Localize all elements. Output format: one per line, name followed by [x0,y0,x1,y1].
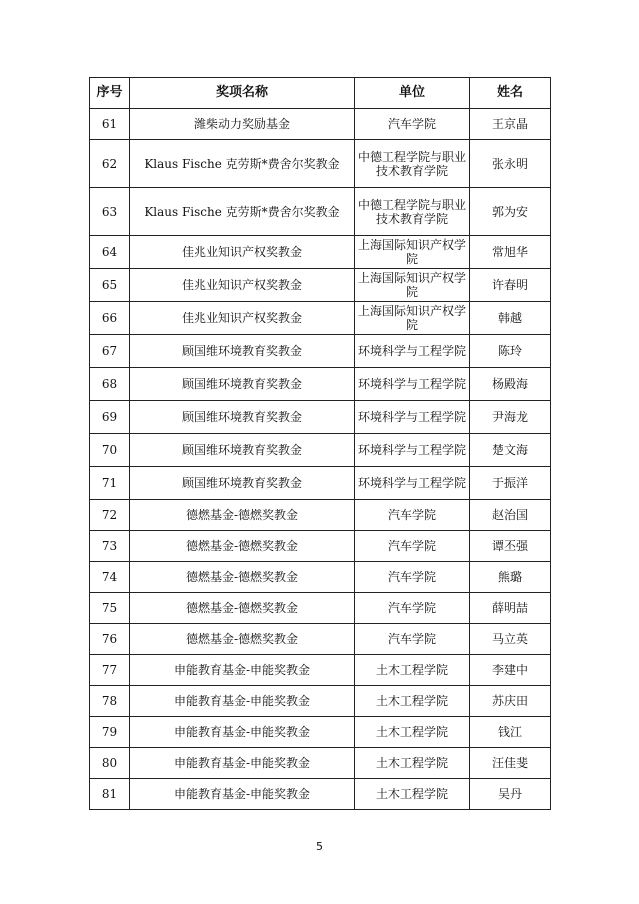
row-unit: 汽车学院 [355,109,470,140]
row-unit: 中德工程学院与职业技术教育学院 [355,188,470,236]
table-row [90,335,551,368]
row-unit: 汽车学院 [355,624,470,655]
row-unit: 环境科学与工程学院 [355,335,470,368]
row-unit: 汽车学院 [355,562,470,593]
table-row [90,748,551,779]
row-index: 80 [90,748,130,779]
table-row [90,717,551,748]
row-person-name: 陈玲 [470,335,551,368]
row-person-name: 熊璐 [470,562,551,593]
row-unit: 环境科学与工程学院 [355,401,470,434]
row-index: 62 [90,140,130,188]
table-row [90,188,551,236]
table-row [90,500,551,531]
row-unit: 土木工程学院 [355,779,470,810]
row-award-name: Klaus Fische 克劳斯*费舍尔奖教金 [130,188,355,236]
row-index: 70 [90,434,130,467]
row-award-name: 德燃基金-德燃奖教金 [130,531,355,562]
row-index: 66 [90,302,130,335]
row-person-name: 常旭华 [470,236,551,269]
awards-table [89,77,551,810]
row-unit: 环境科学与工程学院 [355,467,470,500]
row-index: 63 [90,188,130,236]
row-unit: 土木工程学院 [355,655,470,686]
row-person-name: 李建中 [470,655,551,686]
table-row [90,655,551,686]
row-unit: 土木工程学院 [355,717,470,748]
table-row [90,467,551,500]
table-row [90,302,551,335]
row-award-name: 佳兆业知识产权奖教金 [130,269,355,302]
row-award-name: 申能教育基金-申能奖教金 [130,748,355,779]
row-award-name: 申能教育基金-申能奖教金 [130,779,355,810]
row-person-name: 尹海龙 [470,401,551,434]
row-award-name: 顾国维环境教育奖教金 [130,434,355,467]
row-index: 64 [90,236,130,269]
row-person-name: 韩越 [470,302,551,335]
row-award-name: 申能教育基金-申能奖教金 [130,686,355,717]
row-award-name: 顾国维环境教育奖教金 [130,467,355,500]
row-index: 79 [90,717,130,748]
row-unit: 上海国际知识产权学院 [355,269,470,302]
row-index: 69 [90,401,130,434]
row-index: 71 [90,467,130,500]
row-unit: 环境科学与工程学院 [355,434,470,467]
table-body [90,109,551,810]
table-row [90,401,551,434]
row-award-name: 佳兆业知识产权奖教金 [130,302,355,335]
row-index: 68 [90,368,130,401]
table-row [90,236,551,269]
row-award-name: 佳兆业知识产权奖教金 [130,236,355,269]
row-index: 73 [90,531,130,562]
table-row [90,562,551,593]
header-index: 序号 [90,78,130,109]
row-person-name: 苏庆田 [470,686,551,717]
row-unit: 上海国际知识产权学院 [355,302,470,335]
row-index: 74 [90,562,130,593]
row-unit: 汽车学院 [355,500,470,531]
table-row [90,593,551,624]
row-person-name: 谭丕强 [470,531,551,562]
row-unit: 土木工程学院 [355,748,470,779]
header-person-name: 姓名 [470,78,551,109]
row-award-name: 德燃基金-德燃奖教金 [130,500,355,531]
row-award-name: 申能教育基金-申能奖教金 [130,717,355,748]
table-row [90,269,551,302]
row-index: 72 [90,500,130,531]
row-person-name: 王京晶 [470,109,551,140]
row-person-name: 于振洋 [470,467,551,500]
table-row [90,140,551,188]
row-award-name: 德燃基金-德燃奖教金 [130,624,355,655]
table-header-row [90,78,551,109]
table-row [90,531,551,562]
row-unit: 汽车学院 [355,593,470,624]
table-row [90,686,551,717]
row-index: 77 [90,655,130,686]
table-row [90,368,551,401]
header-award-name: 奖项名称 [130,78,355,109]
row-person-name: 钱江 [470,717,551,748]
table-row [90,779,551,810]
page-number: 5 [316,840,323,853]
row-unit: 土木工程学院 [355,686,470,717]
row-person-name: 汪佳斐 [470,748,551,779]
row-unit: 上海国际知识产权学院 [355,236,470,269]
row-person-name: 许春明 [470,269,551,302]
row-person-name: 张永明 [470,140,551,188]
row-award-name: 德燃基金-德燃奖教金 [130,593,355,624]
row-index: 76 [90,624,130,655]
row-person-name: 马立英 [470,624,551,655]
row-index: 65 [90,269,130,302]
row-award-name: 申能教育基金-申能奖教金 [130,655,355,686]
row-person-name: 楚文海 [470,434,551,467]
row-index: 81 [90,779,130,810]
row-person-name: 郭为安 [470,188,551,236]
row-award-name: Klaus Fische 克劳斯*费舍尔奖教金 [130,140,355,188]
table-row [90,434,551,467]
row-index: 61 [90,109,130,140]
row-person-name: 赵治国 [470,500,551,531]
row-person-name: 吴丹 [470,779,551,810]
header-unit: 单位 [355,78,470,109]
row-award-name: 顾国维环境教育奖教金 [130,335,355,368]
row-index: 67 [90,335,130,368]
row-award-name: 顾国维环境教育奖教金 [130,368,355,401]
row-person-name: 薛明喆 [470,593,551,624]
row-unit: 汽车学院 [355,531,470,562]
row-award-name: 德燃基金-德燃奖教金 [130,562,355,593]
row-unit: 中德工程学院与职业技术教育学院 [355,140,470,188]
row-index: 75 [90,593,130,624]
table-row [90,109,551,140]
row-index: 78 [90,686,130,717]
row-award-name: 顾国维环境教育奖教金 [130,401,355,434]
row-unit: 环境科学与工程学院 [355,368,470,401]
table-row [90,624,551,655]
row-person-name: 杨殿海 [470,368,551,401]
row-award-name: 潍柴动力奖励基金 [130,109,355,140]
